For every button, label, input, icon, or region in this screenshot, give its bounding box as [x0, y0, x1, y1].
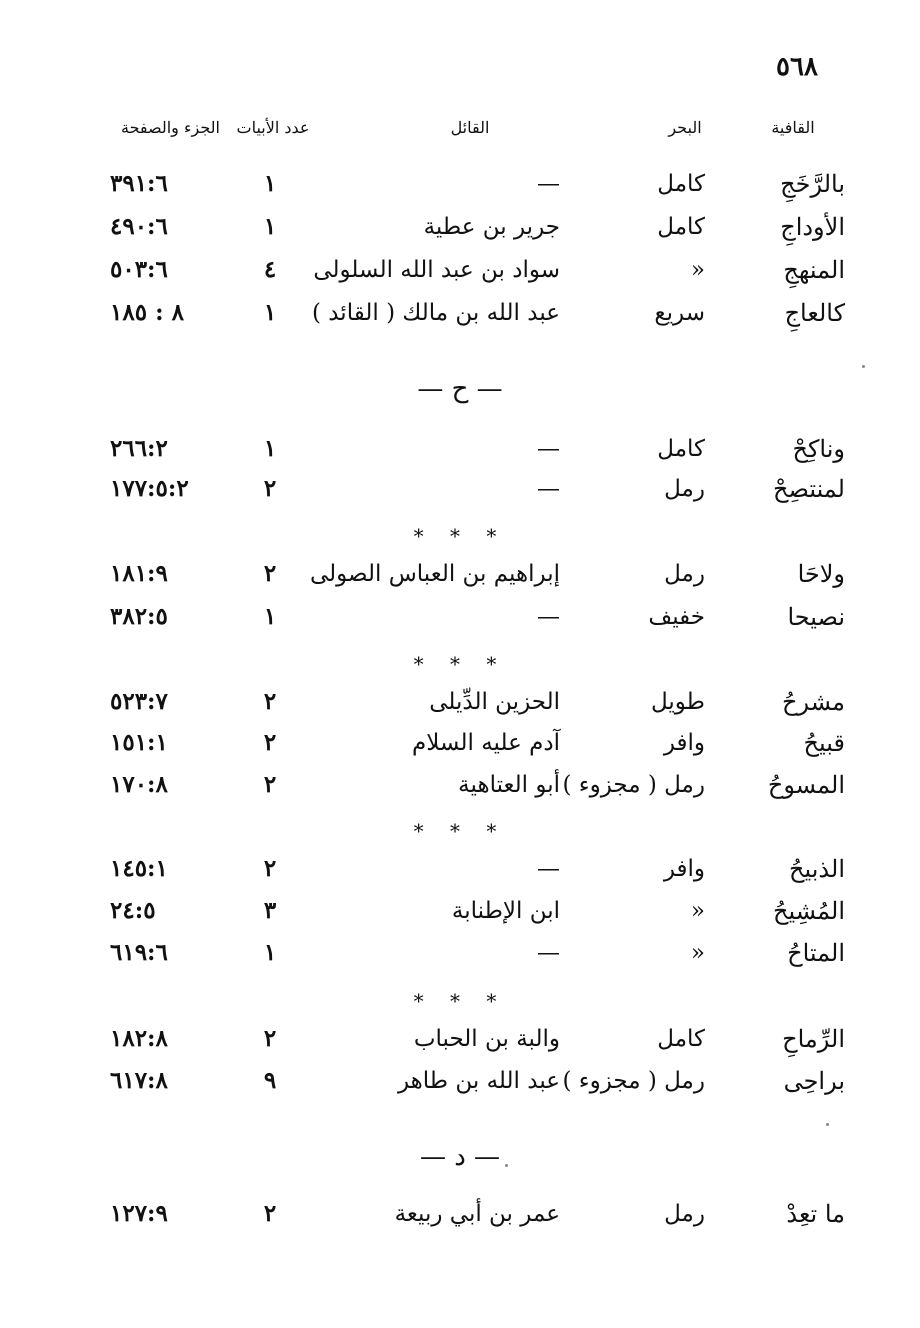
qafiya-cell: المنهجِ	[783, 256, 845, 284]
juz-cell: ١٨٢:٨	[110, 1025, 168, 1052]
qafiya-cell: الأوداجِ	[780, 213, 845, 241]
qafiya-cell: قبيحُ	[803, 729, 845, 757]
qafiya-cell: ما تعِدْ	[786, 1200, 845, 1228]
juz-cell: ٣٩١:٦	[110, 170, 168, 197]
juz-cell: ٦١٧:٨	[110, 1067, 168, 1094]
section-heading-dal: — د —	[419, 1142, 501, 1172]
qafiya-cell: ولاحَا	[797, 560, 845, 588]
qafiya-cell: المُشِيحُ	[773, 897, 845, 925]
separator-stars: * * *	[413, 989, 507, 1013]
bahr-cell: «	[690, 898, 705, 924]
bahr-cell: كامل	[657, 214, 705, 240]
bahr-cell: وافر	[663, 730, 705, 756]
index-row	[0, 890, 920, 932]
qail-cell: أبو العتاهية	[458, 772, 560, 798]
index-row	[0, 1018, 920, 1060]
juz-cell: ٥٠٣:٦	[110, 256, 168, 283]
index-row	[0, 681, 920, 723]
bahr-cell: سريع	[654, 300, 705, 326]
qail-cell: —	[537, 940, 560, 966]
qail-cell: —	[537, 604, 560, 630]
abyat-cell: ١	[263, 213, 277, 240]
juz-cell: ١٤٥:١	[110, 855, 168, 882]
abyat-cell: ٢	[263, 560, 277, 587]
index-row	[0, 163, 920, 205]
qail-cell: الحزين الدِّيلى	[429, 689, 560, 715]
juz-cell: ٦١٩:٦	[110, 939, 168, 966]
index-row	[0, 428, 920, 470]
index-row	[0, 848, 920, 890]
bahr-cell: كامل	[657, 436, 705, 462]
juz-cell: ٥٢٣:٧	[110, 688, 168, 715]
bahr-cell: «	[690, 940, 705, 966]
qafiya-cell: الرِّماحِ	[782, 1025, 845, 1053]
scan-speck	[862, 365, 865, 368]
qafiya-cell: المسوحُ	[767, 771, 845, 799]
qail-cell: —	[537, 476, 560, 502]
index-row	[0, 206, 920, 248]
qafiya-cell: بالرَّخَجِ	[780, 170, 845, 198]
header-qafiya: القافية	[771, 118, 815, 137]
section-heading-ha: — ح —	[417, 374, 503, 404]
qafiya-cell: المتاحُ	[787, 939, 845, 967]
abyat-cell: ٢	[263, 1025, 277, 1052]
juz-cell: ٣٨٢:٥	[110, 603, 168, 630]
qail-cell: جرير بن عطية	[423, 214, 560, 240]
index-row	[0, 249, 920, 291]
abyat-cell: ٩	[263, 1067, 277, 1094]
bahr-cell: كامل	[657, 171, 705, 197]
header-juz: الجزء والصفحة	[120, 118, 220, 137]
qafiya-cell: كالعاجِ	[784, 299, 845, 327]
qail-cell: والبة بن الحباب	[413, 1026, 560, 1052]
abyat-cell: ١	[263, 299, 277, 326]
qail-cell: —	[537, 856, 560, 882]
index-row	[0, 468, 920, 510]
separator-stars: * * *	[413, 819, 507, 843]
abyat-cell: ١	[263, 170, 277, 197]
index-row	[0, 292, 920, 334]
qail-cell: عبد الله بن طاهر	[397, 1068, 560, 1094]
qafiya-cell: نصيحا	[787, 603, 845, 631]
scan-speck	[826, 1123, 829, 1126]
separator-stars: * * *	[413, 652, 507, 676]
bahr-cell: طويل	[650, 689, 705, 715]
qail-cell: إبراهيم بن العباس الصولى	[309, 561, 560, 587]
qail-cell: ابن الإطنابة	[451, 898, 560, 924]
abyat-cell: ٢	[263, 771, 277, 798]
qafiya-cell: وناكِحْ	[792, 435, 845, 463]
juz-cell: ١٢٧:٩	[110, 1200, 168, 1227]
bahr-cell: رمل	[664, 1201, 705, 1227]
index-row	[0, 932, 920, 974]
qail-cell: سواد بن عبد الله السلولى	[313, 257, 560, 283]
abyat-cell: ١	[263, 939, 277, 966]
qail-cell: آدم عليه السلام	[412, 730, 560, 756]
bahr-cell: رمل	[664, 561, 705, 587]
index-row	[0, 553, 920, 595]
juz-cell: ١٧٠:٨	[110, 771, 168, 798]
separator-stars: * * *	[413, 524, 507, 548]
header-bahr: البحر	[668, 118, 702, 137]
index-row	[0, 764, 920, 806]
juz-cell: ٢٦٦:٢	[110, 435, 168, 462]
bahr-cell: كامل	[657, 1026, 705, 1052]
juz-cell: ٨ : ١٨٥	[110, 299, 184, 326]
abyat-cell: ١	[263, 603, 277, 630]
juz-cell: ١٨١:٩	[110, 560, 168, 587]
index-row	[0, 596, 920, 638]
abyat-cell: ٢	[263, 729, 277, 756]
page-number: ٥٦٨	[776, 52, 818, 82]
header-abyat: عدد الأبيات	[236, 118, 310, 137]
juz-cell: ١٥١:١	[110, 729, 168, 756]
index-row	[0, 1060, 920, 1102]
qafiya-cell: لمنتصِحْ	[773, 475, 845, 503]
juz-cell: ٤٩٠:٦	[110, 213, 168, 240]
qafiya-cell: براحِى	[783, 1067, 845, 1095]
abyat-cell: ٤	[263, 256, 277, 283]
abyat-cell: ٢	[263, 855, 277, 882]
bahr-cell: «	[690, 257, 705, 283]
bahr-cell: رمل ( مجزوء )	[562, 1068, 705, 1094]
header-qail: القائل	[450, 118, 490, 137]
abyat-cell: ٢	[263, 1200, 277, 1227]
abyat-cell: ٢	[263, 475, 277, 502]
index-row	[0, 722, 920, 764]
abyat-cell: ٢	[263, 688, 277, 715]
qail-cell: —	[537, 171, 560, 197]
abyat-cell: ١	[263, 435, 277, 462]
index-row	[0, 1193, 920, 1235]
qail-cell: عبد الله بن مالك ( القائد )	[311, 300, 560, 326]
bahr-cell: رمل ( مجزوء )	[562, 772, 705, 798]
bahr-cell: خفيف	[648, 604, 705, 630]
juz-cell: ١٧٧:٥:٢	[110, 475, 189, 502]
qafiya-cell: الذبيحُ	[789, 855, 845, 883]
qail-cell: عمر بن أبي ربيعة	[394, 1201, 560, 1227]
bahr-cell: وافر	[663, 856, 705, 882]
bahr-cell: رمل	[664, 476, 705, 502]
abyat-cell: ٣	[263, 897, 277, 924]
qafiya-cell: مشرحُ	[782, 688, 845, 716]
juz-cell: ٢٤:٥	[110, 897, 156, 924]
scan-speck	[505, 1164, 508, 1167]
qail-cell: —	[537, 436, 560, 462]
